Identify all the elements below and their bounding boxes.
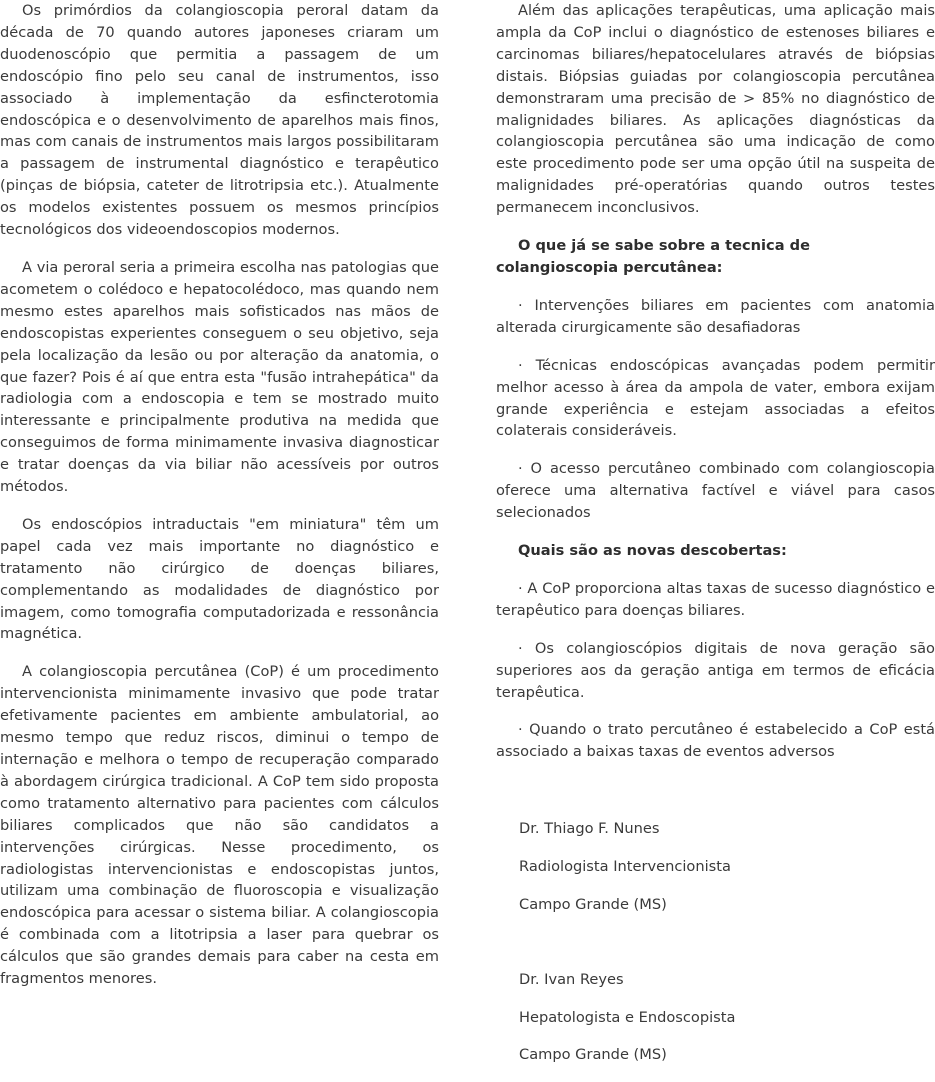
list-item: · Os colangioscópios digitais de nova geração são superiores aos da geração antiga em termos de eficácia terapêutica. [496, 639, 935, 701]
heading-new-findings: Quais são as novas descobertas: [518, 542, 787, 560]
paragraph-peroral-route: A via peroral seria a primeira escolha nas patologias que acometem o colédoco e hepatocolédoco, mas quando nem mesmo estes aparelhos mais sofisticados nas mãos de endoscopistas experientes conseguem o seu objetivo, seja pela localização da lesão ou por alteração da anatomia, o que fazer? Pois é aí que entra esta "fusão intrahepática" da radiologia com a endoscopia e tem se mostrado muito interessante e principalmente produtiva na medida que conseguimos de forma minimamente invasiva diagnosticar e tratar doenças da via biliar não acessíveis por outros métodos. [0, 258, 439, 496]
list-item: · A CoP proporciona altas taxas de sucesso diagnóstico e terapêutico para doenças biliares. [496, 579, 935, 619]
signatures [519, 818, 919, 1082]
heading-known: O que já se sabe sobre a tecnica de colangioscopia percutânea: [496, 237, 810, 276]
left-column [0, 0, 439, 990]
paragraph-history: Os primórdios da colangioscopia peroral datam da década de 70 quando autores japoneses criaram um duodenoscópio que permitia a passagem de um endoscópio fino pelo seu canal de instrumentos, isso associado à implementação da esfincterotomia endoscópica e o desenvolvimento de aparelhos mais finos, mas com canais de instrumentos mais largos possibilitaram a passagem de instrumental diagnóstico e terapêutico (pinças de biópsia, cateter de litrotripsia etc.). Atualmente os modelos existentes possuem os mesmos princípios tecnológicos dos videoendoscopios modernos. [0, 2, 439, 239]
signature-location: Campo Grande (MS) [519, 895, 667, 913]
signature-role: Radiologista Intervencionista [519, 857, 731, 875]
paragraph-diagnostic-applications: Além das aplicações terapêuticas, uma aplicação mais ampla da CoP inclui o diagnóstico de estenoses biliares e carcinomas biliares/hepatocelulares através de biópsias distais. Biópsias guiadas por colangioscopia percutânea demonstraram uma precisão de > 85% no diagnóstico de malignidades biliares. As aplicações diagnósticas da colangioscopia percutânea são uma indicação de como este procedimento pode ser uma opção útil na suspeita de malignidades pré-operatórias quando outros testes permanecem inconclusivos. [496, 2, 935, 217]
signature-name: Dr. Thiago F. Nunes [519, 820, 660, 837]
signature-name: Dr. Ivan Reyes [519, 970, 624, 988]
list-item: · Técnicas endoscópicas avançadas podem permitir melhor acesso à área da ampola de vater, embora exijam grande experiência e estejam associadas a efeitos colaterais consideráveis. [496, 356, 935, 440]
right-column [496, 0, 935, 763]
signature-role: Hepatologista e Endoscopista [519, 1008, 736, 1026]
list-known [496, 295, 935, 524]
list-new-findings [496, 578, 935, 763]
signature-location: Campo Grande (MS) [519, 1046, 667, 1064]
paragraph-percutaneous-cholangioscopy: A colangioscopia percutânea (CoP) é um procedimento intervencionista minimamente invasivo que pode tratar efetivamente pacientes em ambiente ambulatorial, ao mesmo tempo que reduz riscos, diminui o tempo de internação e melhora o tempo de recuperação comparado à abordagem cirúrgica tradicional. A CoP tem sido proposta como tratamento alternativo para pacientes com cálculos biliares complicados que não são candidatos a intervenções cirúrgicas. Nesse procedimento, os radiologistas intervencionistas e endoscopistas juntos, utilizam uma combinação de fluoroscopia e visualização endoscópica para acessar o sistema biliar. A colangioscopia é combinada com a litotripsia a laser para quebrar os cálculos que são grandes demais para caber na cesta em fragmentos menores. [0, 663, 439, 988]
list-item: · Quando o trato percutâneo é estabelecido a CoP está associado a baixas taxas de eventos adversos [496, 721, 935, 761]
list-item: · O acesso percutâneo combinado com colangioscopia oferece uma alternativa factível e viável para casos selecionados [496, 460, 935, 522]
signature-spacer [519, 932, 919, 969]
paragraph-miniature-endoscopes: Os endoscópios intraductais "em miniatura" têm um papel cada vez mais importante no diagnóstico e tratamento não cirúrgico de doenças biliares, complementando as modalidades de diagnóstico por imagem, como tomografia computadorizada e ressonância magnética. [0, 515, 439, 643]
list-item: · Intervenções biliares em pacientes com anatomia alterada cirurgicamente são desafiadoras [496, 296, 935, 336]
